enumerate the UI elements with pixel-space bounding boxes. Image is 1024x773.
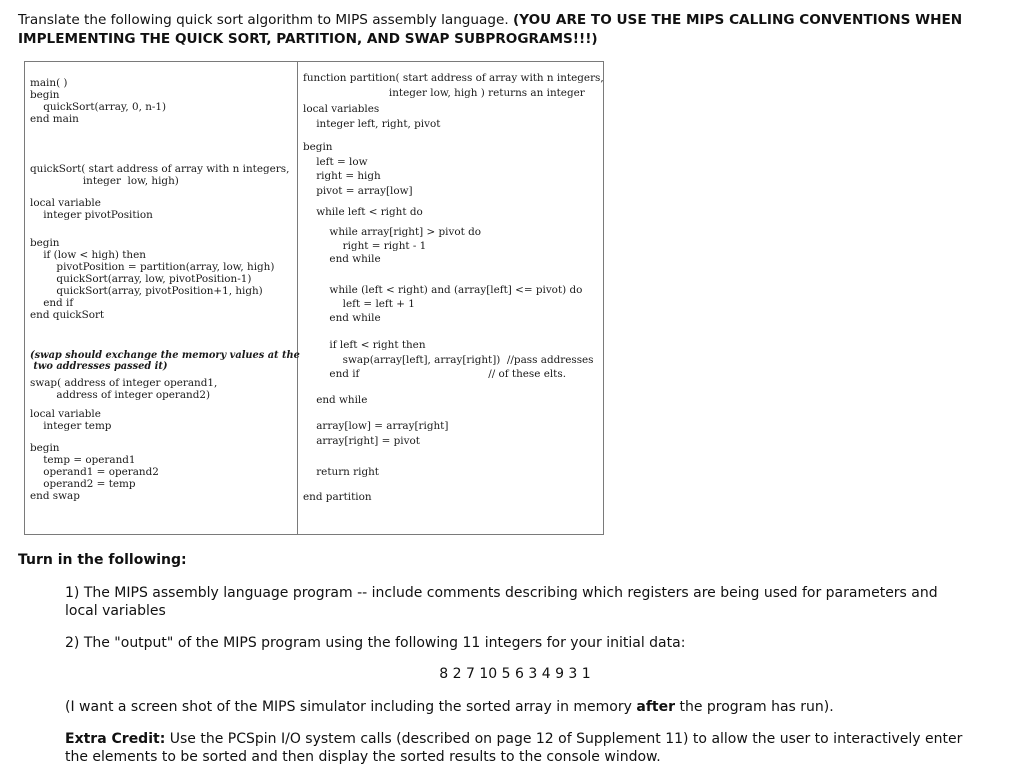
code-line: array[right] = pivot: [303, 435, 420, 447]
code-line: left = left + 1: [303, 298, 415, 310]
code-line: begin: [303, 141, 333, 153]
screenshot-text-pre: (I want a screen shot of the MIPS simulator including the sorted array in memory: [65, 699, 637, 715]
code-line: pivot = array[low]: [303, 184, 413, 197]
code-line: main( ): [30, 77, 68, 89]
column-divider: [297, 62, 298, 534]
partition-end-while: [303, 394, 367, 406]
code-line: quickSort(array, 0, n-1): [30, 101, 167, 113]
code-line: begin: [30, 89, 60, 101]
code-line: quickSort(array, low, pivotPosition-1): [30, 273, 252, 285]
initial-data-values: 8 2 7 10 5 6 3 4 9 3 1: [439, 666, 591, 682]
code-line: end partition: [303, 491, 372, 503]
code-line: operand2 = temp: [30, 478, 136, 490]
partition-inner-while-2: [303, 283, 582, 325]
requirement-2: 2) The "output" of the MIPS program using the following 11 integers for your initial data:: [65, 635, 686, 651]
code-line: function partition( start address of array with n integers,: [303, 72, 604, 84]
code-line: if left < right then: [303, 339, 426, 351]
swap-note: [30, 350, 300, 372]
code-line: address of integer operand2): [30, 389, 211, 401]
swap-locals: [30, 408, 111, 432]
code-line: begin: [30, 442, 60, 454]
partition-outer-while: [303, 206, 423, 218]
code-line: end quickSort: [30, 309, 105, 321]
code-line: integer temp: [30, 420, 112, 432]
assignment-intro: [18, 11, 1008, 49]
code-line: return right: [303, 466, 379, 478]
extra-credit: [65, 730, 965, 766]
code-line: while (left < right) and (array[left] <= pivot) do: [303, 284, 583, 296]
screenshot-text-post: the program has run).: [675, 699, 834, 715]
quicksort-locals: [30, 197, 153, 221]
code-line: quickSort( start address of array with n integers,: [30, 163, 290, 175]
code-line: (swap should exchange the memory values at the: [30, 350, 300, 361]
extra-credit-text: Use the PCSpin I/O system calls (described on page 12 of Supplement 11) to allow the user to interactively enter the elements to be sorted and then display the sorted results to the console window.: [65, 731, 963, 765]
code-line: begin: [30, 237, 60, 249]
code-line: swap( address of integer operand1,: [30, 377, 218, 389]
partition-end: [303, 491, 372, 503]
partition-begin: [303, 140, 413, 198]
code-line: local variable: [30, 408, 101, 420]
code-line: integer low, high): [30, 175, 179, 187]
code-line: right = high: [303, 170, 381, 182]
turn-in-heading: Turn in the following:: [18, 552, 187, 568]
partition-header: [303, 71, 604, 101]
partition-return: [303, 466, 379, 478]
extra-credit-label: Extra Credit:: [65, 731, 166, 747]
code-line: left = low: [303, 155, 368, 168]
code-line: end main: [30, 113, 79, 125]
intro-bold-instruction: (YOU ARE TO USE THE MIPS CALLING CONVENTIONS WHEN IMPLEMENTING THE QUICK SORT, PARTITION, AND SWAP SUBPROGRAMS!!!): [18, 12, 963, 47]
main-block: [30, 77, 166, 125]
code-line: local variables: [303, 103, 380, 115]
code-line: two addresses passed it): [30, 361, 168, 372]
code-line: swap(array[left], array[right]) //pass addresses: [303, 353, 594, 366]
screenshot-instruction: [65, 698, 965, 716]
code-line: end swap: [30, 490, 80, 502]
code-line: integer left, right, pivot: [303, 118, 441, 130]
partition-locals: [303, 102, 440, 132]
code-line: operand1 = operand2: [30, 466, 159, 478]
code-line: end while: [303, 394, 368, 406]
code-line: pivotPosition = partition(array, low, high): [30, 261, 275, 273]
quicksort-body: [30, 237, 274, 321]
requirement-1: 1) The MIPS assembly language program -- include comments describing which registers are being used for parameters and local variables: [65, 585, 938, 619]
code-line: end if: [30, 297, 74, 309]
code-line: while array[right] > pivot do: [303, 226, 482, 238]
code-line: if (low < high) then: [30, 249, 146, 261]
intro-text: Translate the following quick sort algorithm to MIPS assembly language.: [18, 12, 514, 28]
code-line: while left < right do: [303, 206, 423, 218]
code-line: end while: [303, 312, 381, 324]
swap-header: [30, 377, 217, 401]
quicksort-header: [30, 163, 289, 187]
code-line: integer low, high ) returns an integer: [303, 87, 585, 99]
code-line: array[low] = array[right]: [303, 420, 449, 432]
code-line: end while: [303, 253, 381, 265]
code-line: quickSort(array, pivotPosition+1, high): [30, 285, 263, 297]
swap-body: [30, 442, 159, 502]
partition-assignments: [303, 419, 448, 449]
screenshot-emphasis: after: [636, 699, 676, 715]
code-line: temp = operand1: [30, 454, 136, 466]
code-line: end if // of these elts.: [303, 368, 566, 380]
partition-inner-while-1: [303, 226, 481, 267]
pseudocode-figure: [24, 61, 604, 535]
code-line: local variable: [30, 197, 101, 209]
partition-if-block: [303, 338, 594, 382]
code-line: integer pivotPosition: [30, 209, 153, 221]
code-line: right = right - 1: [303, 239, 427, 252]
